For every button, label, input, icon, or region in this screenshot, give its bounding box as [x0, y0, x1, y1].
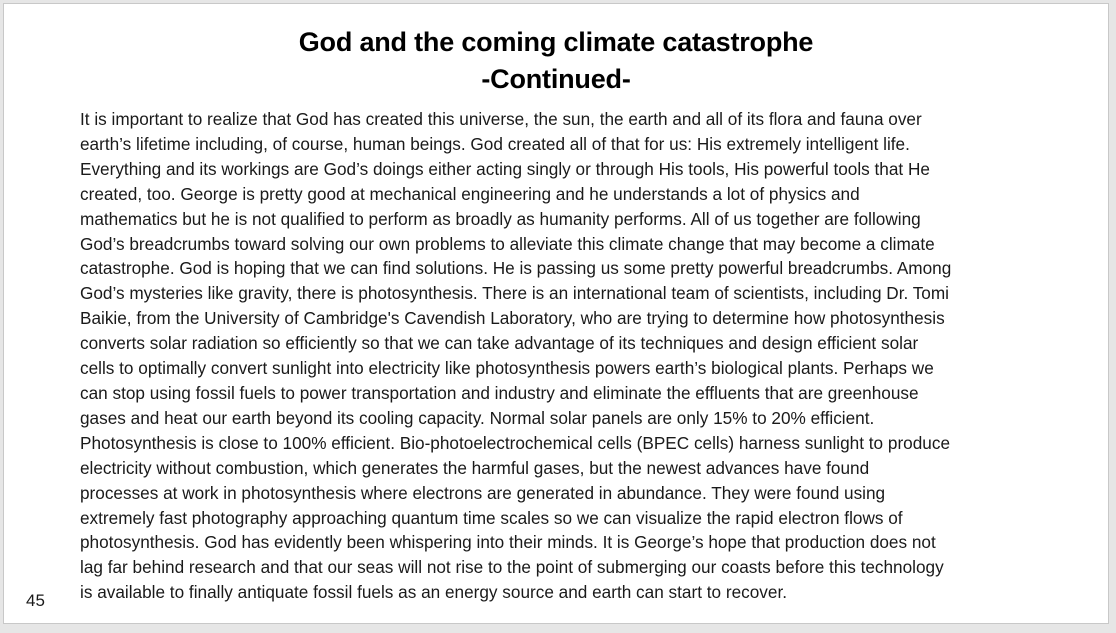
body-line: gases and heat our earth beyond its cooling capacity. Normal solar panels are only 15% to 20% efficient.: [80, 407, 875, 428]
slide-body-text: [80, 107, 1052, 605]
body-line: electricity without combustion, which generates the harmful gases, but the newest advances have found: [80, 457, 870, 478]
body-line: catastrophe. God is hoping that we can find solutions. He is passing us some pretty powerful breadcrumbs. Among: [80, 258, 952, 279]
title-line-main: God and the coming climate catastrophe: [298, 27, 814, 57]
body-line: converts solar radiation so efficiently so that we can take advantage of its techniques and design efficient solar: [80, 333, 919, 354]
body-line: can stop using fossil fuels to power transportation and industry and eliminate the effluents that are greenhouse: [80, 382, 919, 403]
body-line: God’s breadcrumbs toward solving our own problems to alleviate this climate change that may become a climate: [80, 233, 935, 254]
body-line: lag far behind research and that our seas will not rise to the point of submerging our coasts before this technology: [80, 557, 944, 578]
slide-page-number: 45: [26, 591, 45, 610]
slide-title: [4, 24, 1108, 98]
body-line: extremely fast photography approaching quantum time scales so we can visualize the rapid electron flows of: [80, 507, 903, 528]
body-line: Everything and its workings are God’s doings either acting singly or through His tools, His powerful tools that He: [80, 158, 930, 179]
title-line-continued: -Continued-: [481, 64, 631, 94]
slide: [3, 3, 1109, 624]
body-line: created, too. George is pretty good at mechanical engineering and he understands a lot of physics and: [80, 183, 860, 204]
body-line: is available to finally antiquate fossil fuels as an energy source and earth can start to recover.: [80, 582, 787, 603]
body-line: photosynthesis. God has evidently been whispering into their minds. It is George’s hope that production does not: [80, 532, 936, 553]
body-line: processes at work in photosynthesis where electrons are generated in abundance. They were found using: [80, 482, 886, 503]
body-line: God’s mysteries like gravity, there is photosynthesis. There is an international team of scientists, including Dr. Tomi: [80, 283, 949, 304]
body-line: earth’s lifetime including, of course, human beings. God created all of that for us: His extremely intelligent life.: [80, 133, 910, 154]
body-line: It is important to realize that God has created this universe, the sun, the earth and all of its flora and fauna over: [80, 109, 922, 129]
body-line: Photosynthesis is close to 100% efficient. Bio-photoelectrochemical cells (BPEC cells) harness sunlight to produce: [80, 432, 950, 453]
body-line: mathematics but he is not qualified to perform as broadly as humanity performs. All of us together are following: [80, 208, 921, 229]
body-line: cells to optimally convert sunlight into electricity like photosynthesis powers earth’s biological plants. Perhaps we: [80, 358, 934, 379]
body-line: Baikie, from the University of Cambridge's Cavendish Laboratory, who are trying to determine how photosynthesis: [80, 308, 945, 329]
